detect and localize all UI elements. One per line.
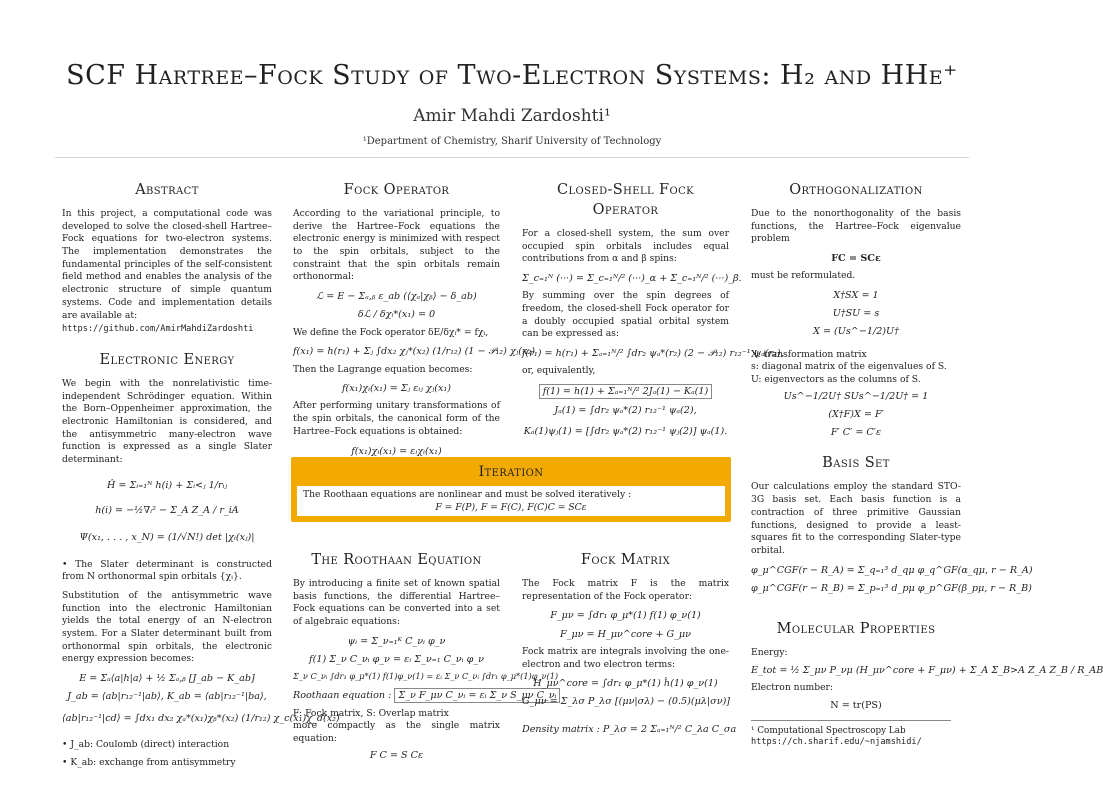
iteration-text: The Roothaan equations are nonlinear and must be solved iteratively : xyxy=(303,489,632,500)
electron-number-equation: N = tr(PS) xyxy=(830,699,882,711)
footnote-text: ¹ Computational Spectroscopy Lab xyxy=(751,725,906,736)
exchange-operator-equation: Kₐ(1)ψⱼ(1) = [∫dr₂ ψₐ*(2) r₁₂⁻¹ ψⱼ(2)] ψₐ(1). xyxy=(523,426,728,438)
affiliation: ¹Department of Chemistry, Sharif University of Technology xyxy=(362,136,662,147)
energy-label: Energy: xyxy=(751,647,788,659)
fock-operator-intro: According to the variational principle, to derive the Hartree–Fock equations the electronic energy is minimized with respect to the spin orbitals, subject to the constraint that the spin orbitals remain orthonormal: xyxy=(293,208,500,283)
roothaan-intro: By introducing a finite set of known spatial basis functions, the differential Hartree–Fock equations can be converted into a set of algebraic equations: xyxy=(293,578,500,628)
column-3 xyxy=(522,180,784,444)
coulomb-bullet: • J_ab: Coulomb (direct) interaction xyxy=(62,739,272,752)
column-2 xyxy=(293,180,536,463)
coulomb-operator-equation: Jₐ(1) = ∫dr₂ ψₐ*(2) r₁₂⁻¹ ψₐ(2), xyxy=(554,405,697,417)
closed-shell-heading: Closed-Shell Fock Operator xyxy=(556,182,695,218)
fock-operator-heading: Fock Operator xyxy=(343,182,450,198)
abstract-heading: Abstract xyxy=(135,182,199,198)
fock-decomposition-equation: F_μν = H_μν^core + G_μν xyxy=(559,628,691,640)
orthonormality-equation: Us^−1/2U† SUs^−1/2U† = 1 xyxy=(783,390,929,402)
roothaan-equation-label: Roothaan equation : xyxy=(293,689,392,701)
density-matrix-equation: Density matrix : P_λσ = 2 Σₐ₌₁ᴺ/² C_λa C_σa xyxy=(522,723,737,735)
fock-matrix-heading: Fock Matrix xyxy=(580,552,671,568)
hamiltonian-equation: Ĥ = Σᵢ₌₁ᴺ h(i) + Σᵢ<ⱼ 1/rᵢⱼ xyxy=(106,479,228,491)
slater-determinant-equation: Ψ(x₁, . . . , x_N) = (1/√N!) det |χᵢ(xⱼ)| xyxy=(79,532,255,544)
basis-set-heading: Basis Set xyxy=(822,455,890,472)
s-definition-text: s: diagonal matrix of the eigenvalues of S. xyxy=(751,361,947,373)
header-divider xyxy=(55,157,969,158)
transformed-roothaan-equation: F′ C′ = C′ε xyxy=(830,427,882,439)
lcao-expansion-equation: ψᵢ = Σ_ν₌₁ᴷ C_νᵢ φ_ν xyxy=(347,635,446,647)
spin-sum-equation: Σ_c₌₁ᴺ (···) = Σ_c₌₁ᴺ/² (···)_α + Σ_c₌₁ᴺ/² (···)_β. xyxy=(522,273,742,285)
abstract-text: In this project, a computational code was developed to solve the closed-shell Hartree–Fock equations for two-electron systems. The implementation demonstrates the fundamental principles of the self-consistent field method and enables the analysis of the electronic structure of simple quantum systems. Code and implementation details are available at: xyxy=(62,208,272,321)
equivalently-text: or, equivalently, xyxy=(522,365,596,377)
iteration-box xyxy=(291,457,731,522)
transformed-fock-equation: (X†F)X = F′ xyxy=(828,408,884,420)
basis-set-text: Our calculations employ the standard STO-3G basis set. Each basis function is a contraction of three primitive Gaussian functions, designed to provide a least-squares fit to the corresponding Slater-type orbital. xyxy=(751,481,961,556)
contraction-a-equation: φ_μ^CGF(r − R_A) = Σ_q₌₁³ d_qμ φ_q^GF(α_qμ, r − R_A) xyxy=(751,564,1033,576)
one-electron-operator-equation: h(i) = −½∇ᵢ² − Σ_A Z_A / r_iA xyxy=(95,505,239,517)
slater-bullet: • The Slater determinant is constructed from N orthonormal spin orbitals {χᵢ}. xyxy=(62,559,272,584)
fock-matrix-paragraph: Fock matrix are integrals involving the one-electron and two electron terms: xyxy=(522,645,729,670)
footnote-link[interactable]: https://ch.sharif.edu/~njamshidi/ xyxy=(751,737,922,748)
energy-expression-equation: E = Σₐ⟨a|h|a⟩ + ½ Σₐ,ᵦ [J_ab − K_ab] xyxy=(79,673,255,685)
fock-matrix-intro: The Fock matrix F is the matrix representation of the Fock operator: xyxy=(522,578,729,602)
molecular-properties-heading: Molecular Properties xyxy=(776,621,936,638)
usu-equation: U†SU = s xyxy=(832,308,880,320)
boxed-fock-equation: f(1) = h(1) + Σₐ₌₁ᴺ/² 2Jₐ(1) − Kₐ(1) xyxy=(539,384,713,399)
fock-operator-equation: f(x₁) = h(r₁) + Σⱼ ∫dx₂ χⱼ*(x₂) (1/r₁₂) (1 − 𝒫₁₂) χⱼ(x₂) xyxy=(293,346,536,358)
fock-definition-text: We define the Fock operator δE/δχᵢ* = fχᵢ, xyxy=(293,326,489,338)
closed-shell-paragraph: By summing over the spin degrees of freedom, the closed-shell Fock operator for a doubly occupied spatial orbital system can be expressed as: xyxy=(522,290,729,340)
contraction-b-equation: φ_μ^CGF(r − R_B) = Σ_p₌₁³ d_pμ φ_p^GF(β_pμ, r − R_B) xyxy=(751,582,1032,594)
x-definition-equation: X = (Us^−1/2)U† xyxy=(813,326,899,338)
iteration-body xyxy=(297,486,725,516)
matrix-definition-text: F: Fock matrix, S: Overlap matrix xyxy=(293,707,449,719)
roothaan-equation-box: Σ_ν F_μν C_νᵢ = εᵢ Σ_ν S_μν C_νᵢ xyxy=(394,688,560,703)
electronic-energy-heading: Electronic Energy xyxy=(99,352,235,369)
electronic-energy-intro: We begin with the nonrelativistic time-independent Schrödinger equation. Within the Born–Oppenheimer approximation, the electronic Hamiltonian is considered, and the antisymmetric many-electron wave function is expressed as a single Slater determinant: xyxy=(62,378,272,466)
variation-equation: δℒ / δχᵢ*(x₁) = 0 xyxy=(357,309,436,321)
iteration-equation: F = F(P), F = F(C), F(C)C = SCε xyxy=(435,501,587,513)
poster-title: SCF Hartree–Fock Study of Two-Electron Systems: H₂ and HHe⁺ xyxy=(66,60,958,91)
closed-shell-intro: For a closed-shell system, the sum over occupied spin orbitals includes equal contributions from α and β spins: xyxy=(522,228,729,265)
total-energy-equation: E_tot = ½ Σ_μν P_νμ (H_μν^core + F_μν) + Σ_A Σ_B>A Z_A Z_B / R_AB xyxy=(751,664,1103,676)
roothaan-heading: The Roothaan Equation xyxy=(311,552,482,568)
eigenvalue-equation: FC = SCε xyxy=(831,253,881,265)
abstract-link[interactable]: https://github.com/AmirMahdiZardoshti xyxy=(62,324,254,335)
reformulated-text: must be reformulated. xyxy=(751,270,856,282)
orthogonalization-heading: Orthogonalization xyxy=(789,182,923,198)
footnote-divider xyxy=(751,720,951,721)
substituted-equation: f(1) Σ_ν C_νᵢ φ_ν = εᵢ Σ_ν₌₁ C_νᵢ φ_ν xyxy=(309,653,484,665)
two-electron-matrix-equation: G_μν = Σ_λσ P_λσ [(μν|σλ) − (0.5)(μλ|σν)] xyxy=(522,696,731,708)
canonical-hf-equation: f(x₁)χᵢ(x₁) = εᵢχᵢ(x₁) xyxy=(351,445,442,457)
u-definition-text: U: eigenvectors as the columns of S. xyxy=(751,374,921,386)
lagrange-text: Then the Lagrange equation becomes: xyxy=(293,363,473,375)
x-definition-text: X: transformation matrix xyxy=(751,348,867,360)
compact-text: more compactly as the single matrix equation: xyxy=(293,720,500,745)
xsx-equation: X†SX = 1 xyxy=(833,289,879,301)
lagrangian-equation: ℒ = E − Σₐ,ᵦ ε_ab (⟨χₐ|χᵦ⟩ − δ_ab) xyxy=(316,291,477,303)
orthogonalization-intro: Due to the nonorthogonality of the basis functions, the Hartree–Fock eigenvalue problem xyxy=(751,208,961,245)
electronic-energy-paragraph: Substitution of the antisymmetric wave function into the electronic Hamiltonian yields the total energy of an N-electron system. For a Slater determinant built from orthonormal spin orbitals, the electronic energy expression becomes: xyxy=(62,589,272,665)
author-name: Amir Mahdi Zardoshti¹ xyxy=(413,106,611,126)
closed-shell-fock-equation: f(r₁) = h(r₁) + Σₐ₌₁ᴺ/² ∫dr₂ ψₐ*(r₂) (2 − 𝒫₁₂) r₁₂⁻¹ ψₐ(r₂), xyxy=(522,348,784,360)
matrix-roothaan-equation: F C = S Cε xyxy=(369,749,424,761)
fock-matrix-section xyxy=(522,550,737,741)
lagrange-equation: f(x₁)χᵢ(x₁) = Σⱼ εᵢⱼ χⱼ(x₁) xyxy=(341,383,452,395)
canonical-text: After performing unitary transformations of the spin orbitals, the canonical form of the Hartree–Fock equations is obtained: xyxy=(293,400,500,437)
exchange-bullet: • K_ab: exchange from antisymmetry xyxy=(62,757,272,770)
roothaan-section xyxy=(293,550,559,767)
electron-number-label: Electron number: xyxy=(751,681,834,693)
two-electron-integral-equation: ⟨ab|r₁₂⁻¹|cd⟩ = ∫dx₁ dx₂ χₐ*(x₁)χᵦ*(x₂) (1/r₁₂) χ_c(x₁)χ_d(x₂) xyxy=(62,712,340,724)
coulomb-exchange-equation: J_ab = ⟨ab|r₁₂⁻¹|ab⟩, K_ab = ⟨ab|r₁₂⁻¹|ba⟩, xyxy=(67,691,267,703)
fock-matrix-element-equation: F_μν = ∫dr₁ φ_μ*(1) f(1) φ_ν(1) xyxy=(550,610,701,622)
integrated-equation: Σ_ν C_νᵢ ∫dr₁ φ_μ*(1) f(1)φ_ν(1) = εᵢ Σ_ν C_νᵢ ∫dr₁ φ_μ*(1)φ_ν(1) xyxy=(293,671,559,682)
core-hamiltonian-equation: H_μν^core = ∫dr₁ φ_μ*(1) ĥ(1) φ_ν(1) xyxy=(533,678,718,690)
column-4 xyxy=(751,180,1103,749)
column-1 xyxy=(62,180,340,776)
iteration-heading: Iteration xyxy=(478,464,544,480)
